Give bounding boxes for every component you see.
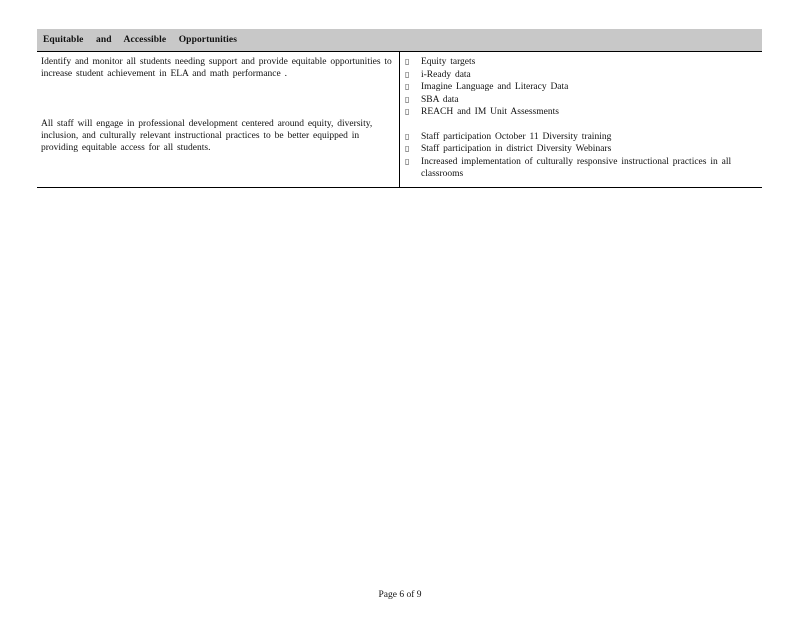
bullet-icon: ▯ — [405, 107, 410, 116]
measure-text: Staff participation in district Diversity Webinars — [421, 144, 612, 154]
list-item — [405, 156, 756, 181]
table-body — [37, 52, 762, 187]
list-item — [405, 56, 756, 69]
bullet-icon: ▯ — [405, 57, 410, 66]
bullet-icon: ▯ — [405, 69, 410, 79]
list-item — [405, 143, 756, 156]
measures-column — [400, 52, 762, 187]
list-item — [405, 106, 756, 119]
objective-text: Identify and monitor all students needing support and provide equitable opportunities to increase student achievement in ELA and math performance . — [41, 57, 392, 79]
page-number: Page 6 of 9 — [378, 590, 422, 600]
table-header — [37, 29, 762, 52]
bullet-icon: ▯ — [405, 82, 410, 91]
objective-text: All staff will engage in professional development centered around equity, diversity, inclusion, and culturally relevant instructional practices to be better equipped in providing equitable access for all students. — [41, 119, 373, 153]
bullet-icon: ▯ — [405, 156, 410, 166]
bullet-icon: ▯ — [405, 94, 410, 104]
list-item — [405, 69, 756, 82]
measures-list — [405, 131, 756, 181]
measure-text: Equity targets — [421, 57, 476, 67]
measure-text: Imagine Language and Literacy Data — [421, 82, 569, 92]
page-footer — [0, 590, 800, 600]
list-item — [405, 81, 756, 94]
measure-text: Staff participation October 11 Diversity training — [421, 131, 612, 142]
bullet-icon: ▯ — [405, 131, 410, 141]
goals-table — [37, 29, 762, 188]
list-item — [405, 94, 756, 107]
measure-text: i-Ready data — [421, 69, 471, 80]
objectives-column — [37, 52, 400, 187]
section-title: Equitable and Accessible Opportunities — [43, 35, 238, 45]
measure-text: Increased implementation of culturally responsive instructional practices in all classrooms — [421, 156, 732, 179]
measure-text: SBA data — [421, 94, 459, 105]
list-item — [405, 131, 756, 144]
bullet-icon: ▯ — [405, 144, 410, 153]
measures-list — [405, 56, 756, 119]
measure-text: REACH and IM Unit Assessments — [421, 107, 559, 117]
